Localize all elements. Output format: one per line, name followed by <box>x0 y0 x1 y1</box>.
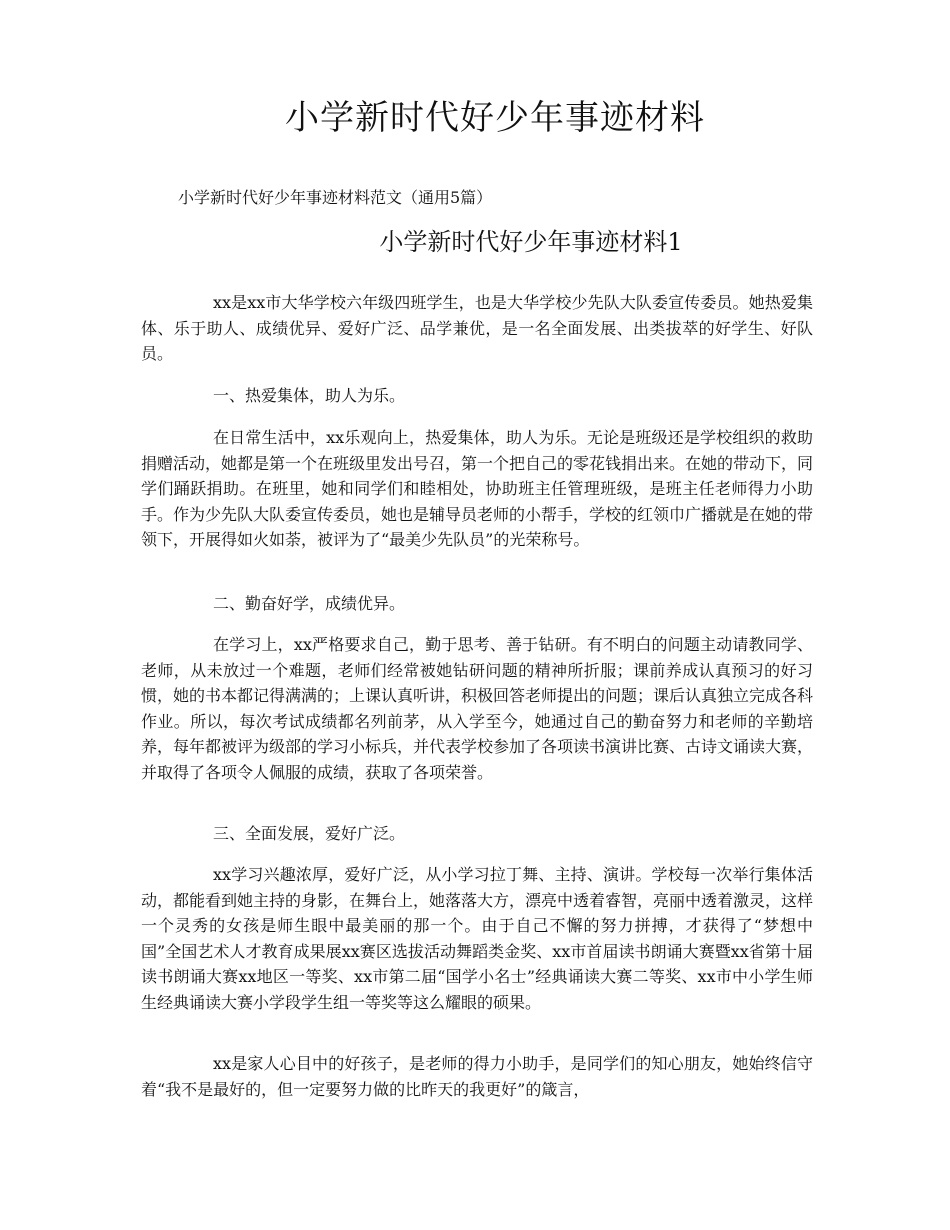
paragraph-1: 在日常生活中，xx乐观向上，热爱集体，助人为乐。无论是班级还是学校组织的救助捐赠活动，她都是第一个在班级里发出号召，第一个把自己的零花钱捐出来。在她的带动下，同学们踊跃捐助。在班里，她和同学们和睦相处，协助班主任管理班级，是班主任老师得力小助手。作为少先队大队委宣传委员，她也是辅导员老师的小帮手，学校的红领巾广播就是在她的带领下，开展得如火如荼，被评为了“最美少先队员”的光荣称号。 <box>141 428 814 549</box>
document-title: 小学新时代好少年事迹材料 <box>285 98 705 138</box>
heading-2: 二、勤奋好学，成绩优异。 <box>213 594 406 613</box>
paragraph-3: xx学习兴趣浓厚，爱好广泛，从小学习拉丁舞、主持、演讲。学校每一次举行集体活动，都能看到她主持的身影，在舞台上，她落落大方，漂亮中透着睿智，亮丽中透着激灵，这样一个灵秀的女孩是师生眼中最美丽的那一个。由于自己不懈的努力拼搏，才获得了“梦想中国”全国艺术人才教育成果展xx赛区选拔活动舞蹈类金奖、xx市首届读书朗诵大赛暨xx省第十届读书朗诵大赛xx地区一等奖、xx市第二届“国学小名士”经典诵读大赛二等奖、xx市中小学生师生经典诵读大赛小学段学生组一等奖等这么耀眼的硕果。 <box>141 865 814 1012</box>
heading-3: 三、全面发展，爱好广泛。 <box>213 824 406 843</box>
heading-1: 一、热爱集体，助人为乐。 <box>213 386 406 405</box>
document-subtitle: 小学新时代好少年事迹材料范文（通用5篇） <box>178 188 493 207</box>
paragraph-2: 在学习上，xx严格要求自己，勤于思考、善于钻研。有不明白的问题主动请教同学、老师，从未放过一个难题，老师们经常被她钻研问题的精神所折服；课前养成认真预习的好习惯，她的书本都记得满满的；上课认真听讲，积极回答老师提出的问题；课后认真独立完成各科作业。所以，每次考试成绩都名列前茅，从入学至今，她通过自己的勤奋努力和老师的辛勤培养，每年都被评为级部的学习小标兵，并代表学校参加了各项读书演讲比赛、古诗文诵读大赛，并取得了各项令人佩服的成绩，获取了各项荣誉。 <box>141 635 814 782</box>
paragraph-4: xx是家人心目中的好孩子，是老师的得力小助手，是同学们的知心朋友，她始终信守着“我不是最好的，但一定要努力做的比昨天的我更好”的箴言， <box>141 1054 813 1099</box>
section-title: 小学新时代好少年事迹材料1 <box>379 228 683 256</box>
intro-paragraph: xx是xx市大华学校六年级四班学生，也是大华学校少先队大队委宣传委员。她热爱集体、乐于助人、成绩优异、爱好广泛、品学兼优，是一名全面发展、出类拔萃的好学生、好队员。 <box>141 293 813 363</box>
